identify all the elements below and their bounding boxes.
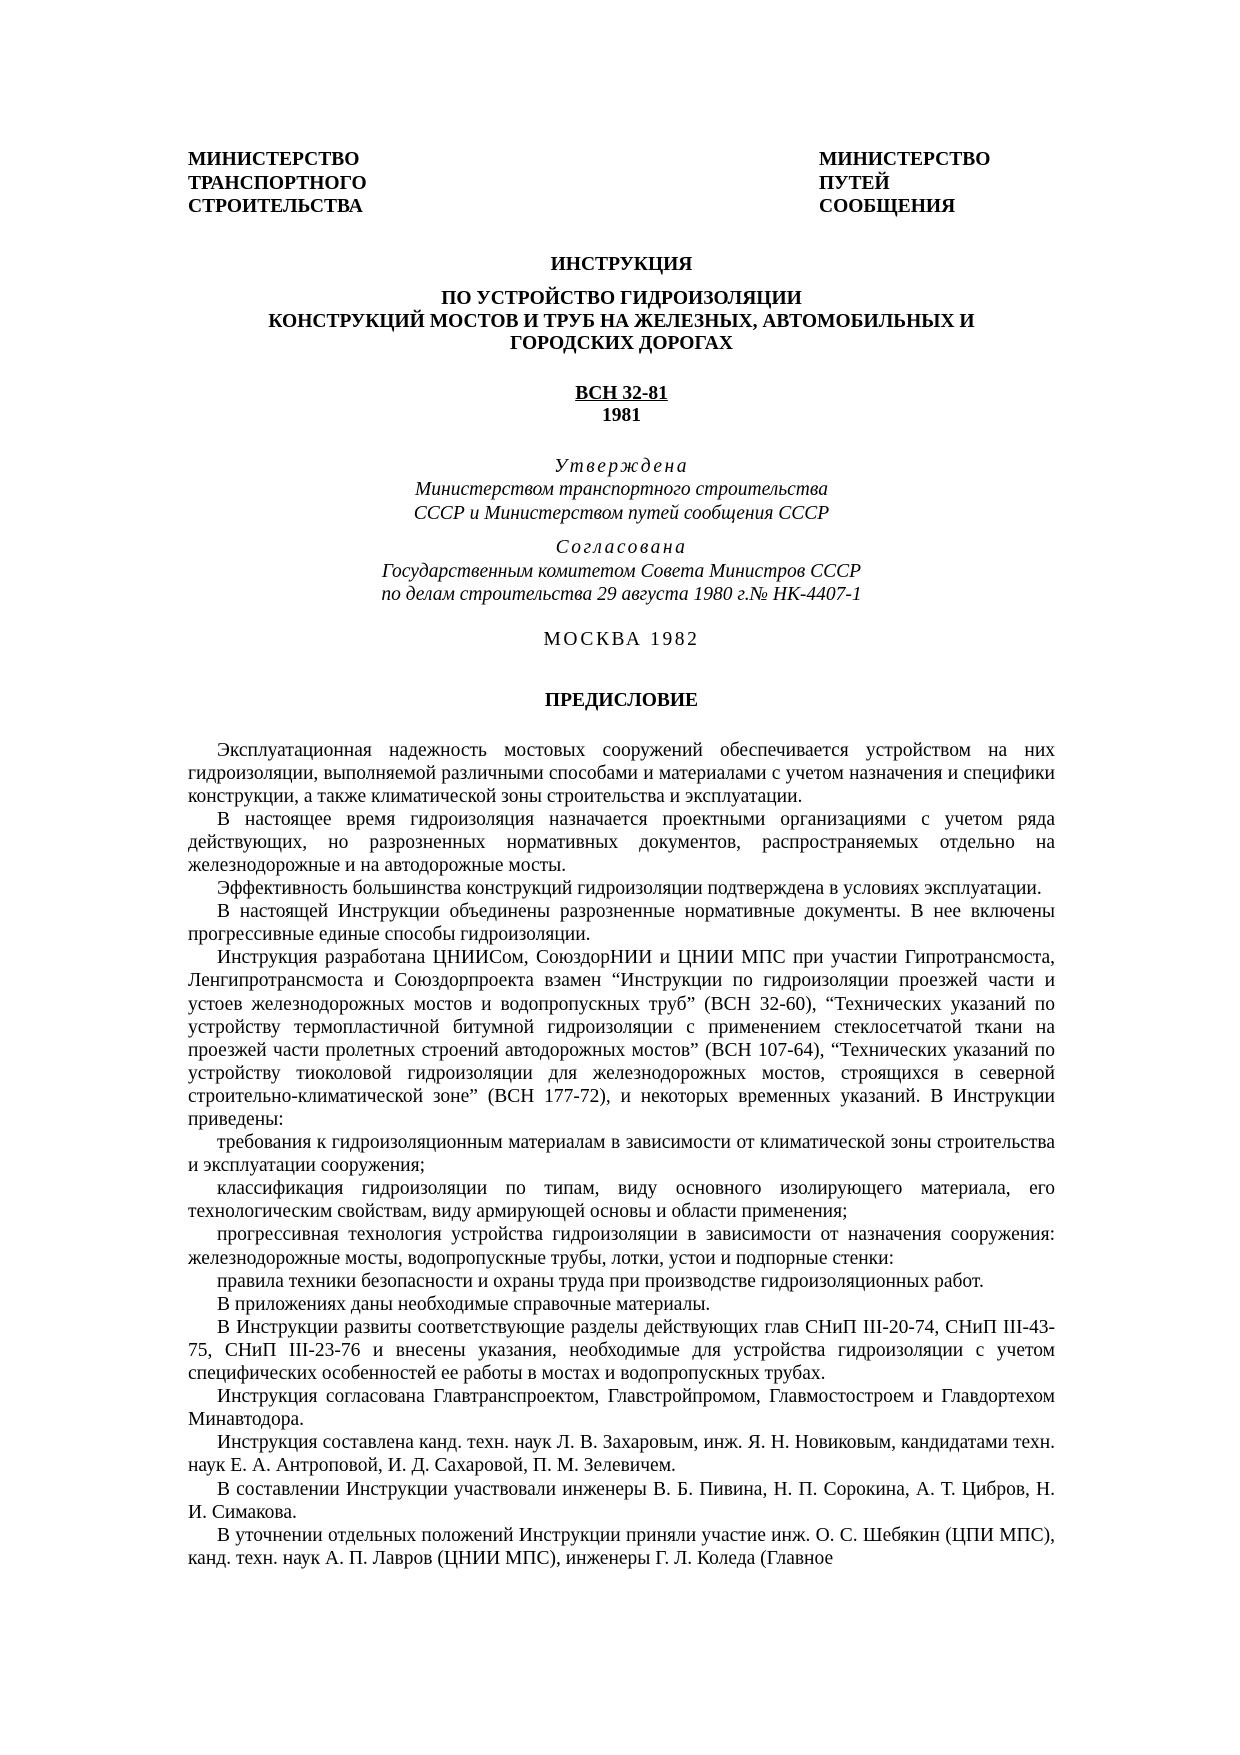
- subtitle-line: ПО УСТРОЙСТВО ГИДРОИЗОЛЯЦИИ: [441, 288, 802, 309]
- preface-paragraph: В настоящей Инструкции объединены разрозненные нормативные документы. В нее включены прогрессивные единые способы гидроизоляции.: [188, 901, 1055, 946]
- document-page: [188, 148, 1055, 1570]
- preface-paragraph: В настоящее время гидроизоляция назначается проектными организациями с учетом ряда действующих, но разрозненных нормативных документов, распространяемых отдельно на железнодорожные и на автодорожные мосты.: [188, 808, 1055, 876]
- ministry-left-line: СТРОИТЕЛЬСТВА: [188, 196, 363, 217]
- ministry-right-line: ПУТЕЙ: [819, 172, 890, 194]
- ministries-header: [188, 148, 1055, 220]
- subtitle-line: КОНСТРУКЦИЙ МОСТОВ И ТРУБ НА ЖЕЛЕЗНЫХ, АВТОМОБИЛЬНЫХ И: [268, 310, 975, 332]
- preface-paragraph: В Инструкции развиты соответствующие разделы действующих глав СНиП III-20-74, СНиП III-43-75, СНиП III-23-76 и внесены указания, необходимые для устройства гидроизоляции с учетом специфических особенностей ее работы в мостах и водопропускных трубах.: [188, 1316, 1055, 1385]
- city-year: МОСКВА 1982: [543, 628, 700, 650]
- ministry-left: [188, 148, 367, 219]
- agreement-line: Государственным комитетом Совета Министров СССР: [381, 560, 862, 582]
- document-code: ВСН 32-81: [575, 382, 668, 404]
- ministry-right-line: МИНИСТЕРСТВО: [819, 149, 991, 170]
- preface-paragraph: Инструкция составлена канд. техн. наук Л. В. Захаровым, инж. Я. Н. Новиковым, кандидатами техн. наук Е. А. Антроповой, И. Д. Сахаровой, П. М. Зелевичем.: [188, 1432, 1055, 1477]
- preface-paragraph: Инструкция разработана ЦНИИСом, СоюздорНИИ и ЦНИИ МПС при участии Гипротрансмоста, Ленгипротрансмоста и Союздорпроекта взамен “Инструкции по гидроизоляции проезжей части и устоев железнодорожных мостов и водопропускных труб” (ВСН 32-60), “Технических указаний по устройству термопластичной битумной гидроизоляции с применением стеклосетчатой ткани на проезжей части пролетных строений автодорожных мостов” (ВСН 107-64), “Технических указаний по устройству тиоколовой гидроизоляции для железнодорожных мостов, строящихся в северной строительно-климатической зоне” (ВСН 177-72), и некоторых временных указаний. В Инструкции приведены:: [188, 947, 1055, 1130]
- ministry-right: [819, 148, 990, 219]
- preface-paragraph: В уточнении отдельных положений Инструкции приняли участие инж. О. С. Шебякин (ЦПИ МПС), канд. техн. наук А. П. Лавров (ЦНИИ МПС), инженеры Г. Л. Коледа (Главное: [188, 1524, 1055, 1569]
- subtitle-line: ГОРОДСКИХ ДОРОГАХ: [510, 333, 733, 354]
- approval-block: [188, 455, 1055, 526]
- approval-line: СССР и Министерством путей сообщения СССР: [413, 502, 830, 524]
- ministry-left-line: ТРАНСПОРТНОГО: [188, 172, 367, 194]
- document-title: ИНСТРУКЦИЯ: [550, 254, 693, 275]
- agreement-label: Согласована: [555, 537, 688, 558]
- approval-label: Утверждена: [554, 455, 689, 477]
- preface-body: [188, 739, 1055, 1570]
- preface-paragraph: прогрессивная технология устройства гидроизоляции в зависимости от назначения сооружения: железнодорожные мосты, водопропускные трубы, лотки, устои и подпорные стенки:: [188, 1224, 1055, 1269]
- preface-paragraph: В составлении Инструкции участвовали инженеры В. Б. Пивина, Н. П. Сорокина, А. Т. Цибров, Н. И. Симакова.: [188, 1478, 1055, 1523]
- ministry-left-line: МИНИСТЕРСТВО: [188, 149, 360, 170]
- document-subtitle: [188, 288, 1055, 356]
- preface-paragraph: правила техники безопасности и охраны труда при производстве гидроизоляционных работ.: [217, 1270, 984, 1292]
- approval-line: Министерством транспортного строительства: [415, 479, 828, 500]
- preface-paragraph: классификация гидроизоляции по типам, виду основного изолирующего материала, его технологическим свойствам, виду армирующей основы и области применения;: [188, 1178, 1055, 1223]
- document-year: 1981: [602, 405, 641, 426]
- agreement-block: [188, 536, 1055, 607]
- preface-title: ПРЕДИСЛОВИЕ: [544, 689, 699, 711]
- preface-paragraph: Эксплуатационная надежность мостовых сооружений обеспечивается устройством на них гидроизоляции, выполняемой различными способами и материалами с учетом назначения и специфики конструкции, а также климатической зоны строительства и эксплуатации.: [188, 739, 1055, 807]
- document-code-block: [188, 383, 1055, 428]
- ministry-right-line: СООБЩЕНИЯ: [819, 196, 956, 217]
- agreement-line: по делам строительства 29 августа 1980 г.№ НК-4407-1: [381, 584, 862, 605]
- preface-paragraph: Эффективность большинства конструкций гидроизоляции подтверждена в условиях эксплуатации.: [217, 878, 1042, 900]
- preface-paragraph: Инструкция согласована Главтранспроектом, Главстройпромом, Главмостостроем и Главдортехом Минавтодора.: [188, 1386, 1055, 1431]
- preface-paragraph: В приложениях даны необходимые справочные материалы.: [217, 1293, 711, 1315]
- preface-paragraph: требования к гидроизоляционным материалам в зависимости от климатической зоны строительства и эксплуатации сооружения;: [188, 1132, 1055, 1177]
